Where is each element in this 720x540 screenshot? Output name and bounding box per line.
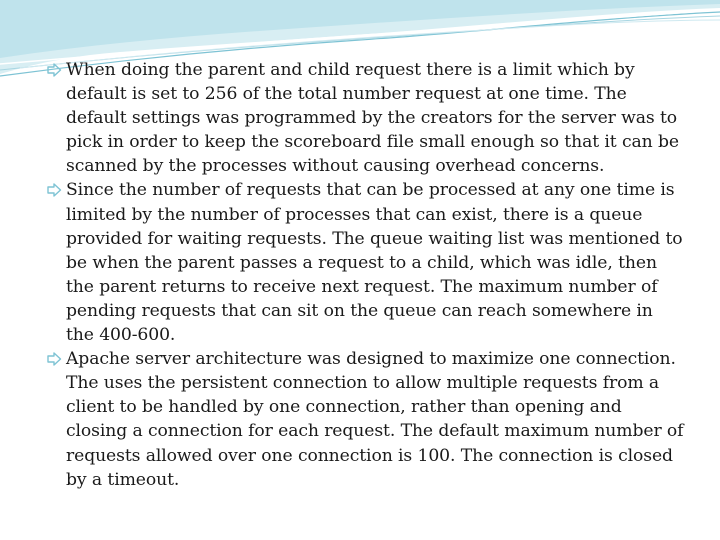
hollow-arrow-bullet-icon [47, 352, 62, 366]
hollow-arrow-bullet-icon [47, 183, 62, 197]
bullet-text-1: When doing the parent and child request there is a limit which by default is set to 256 of the total number request at one time. The default settings was programmed by the creators for the server was to pick in order to keep the scoreboard file small enough so that it can be scanned by the processes without causing overhead concerns. [66, 60, 679, 177]
bullet-item-3 [44, 347, 684, 492]
slide-content [44, 58, 684, 492]
bullet-text-2: Since the number of requests that can be processed at any one time is limited by the number of processes that can exist, there is a queue provided for waiting requests. The queue waiting list was mentioned to be when the parent passes a request to a child, which was idle, then the parent returns to receive next request. The maximum number of pending requests that can sit on the queue can reach somewhere in the 400-600. [66, 180, 683, 346]
bullet-item-2 [44, 178, 684, 347]
bullet-text-3: Apache server architecture was designed to maximize one connection. The uses the persistent connection to allow multiple requests from a client to be handled by one connection, rather than opening and closing a connection for each request. The default maximum number of requests allowed over one connection is 100. The connection is closed by a timeout. [66, 349, 684, 490]
hollow-arrow-bullet-icon [47, 63, 62, 77]
bullet-item-1 [44, 58, 684, 178]
